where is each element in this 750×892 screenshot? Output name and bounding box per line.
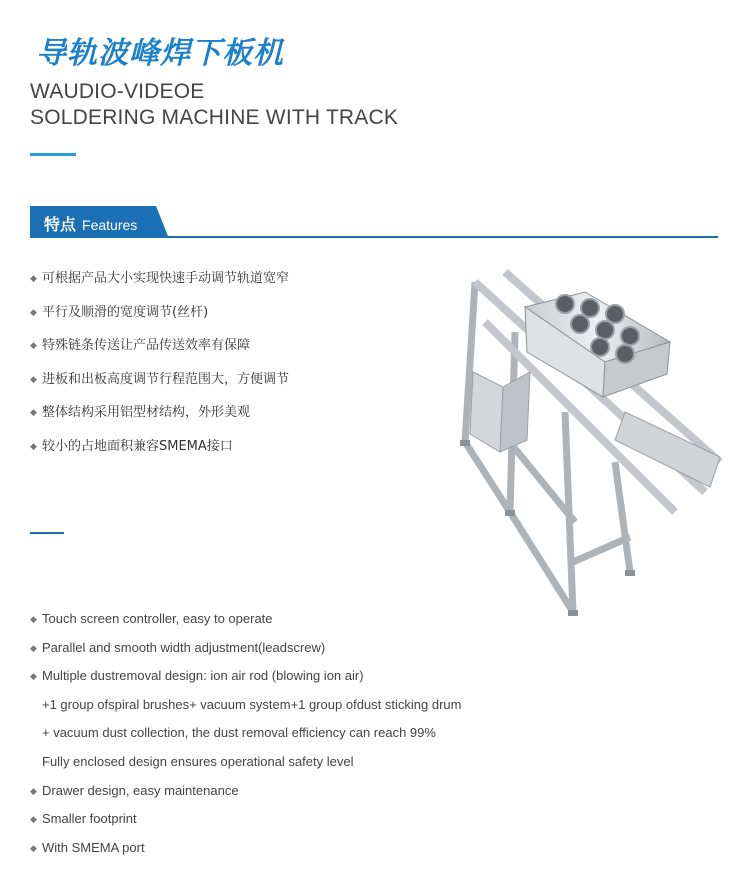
list-item: ◆ With SMEMA port [30,839,145,855]
features-tab-label-cn: 特点 [44,215,77,234]
list-item: ◆ 平行及顺滑的宽度调节(丝杆) [30,304,209,320]
bullet-icon: ◆ [30,408,37,419]
bullet-icon: ◆ [30,814,37,825]
list-item-continuation: +1 group ofspiral brushes+ vacuum system+1 group ofdust sticking drum [42,696,462,712]
output-track [615,412,720,487]
bullet-icon: ◆ [30,341,37,352]
list-item: ◆ 整体结构采用铝型材结构，外形美观 [30,405,251,421]
bullet-icon: ◆ [30,441,37,452]
bullet-icon: ◆ [30,671,37,682]
list-item-continuation: Fully enclosed design ensures operational safety level [42,753,354,769]
control-box [470,372,503,452]
features-tab-label [44,212,137,235]
bullet-icon: ◆ [30,274,37,284]
list-item: ◆ 较小的占地面积兼容SMEMA接口 [30,438,233,454]
bullet-icon: ◆ [30,614,37,624]
title-accent-bar [30,153,76,156]
bullet-icon: ◆ [30,785,37,796]
page-title-en-line1: WAUDIO-VIDEOE [30,80,205,103]
bullet-icon: ◆ [30,842,37,853]
bullet-icon: ◆ [30,374,37,385]
list-item: ◆ Smaller footprint [30,811,137,827]
features-tab-label-en: Features [82,217,138,233]
list-item-continuation: + vacuum dust collection, the dust removal efficiency can reach 99% [42,725,436,741]
features-en-list [30,610,461,867]
bullet-icon: ◆ [30,307,37,318]
features-cn-list [30,270,289,472]
bullet-icon: ◆ [30,642,37,653]
list-item: ◆ 特殊链条传送让产品传送效率有保障 [30,338,251,354]
machine-feet [460,440,635,616]
control-box-side [500,372,530,452]
list-item: ◆ 可根据产品大小实现快速手动调节轨道宽窄 [30,271,290,286]
features-divider [30,236,718,238]
page-title-en-line2: SOLDERING MACHINE WITH TRACK [30,106,399,129]
list-item: ◆ Multiple dustremoval design: ion air rod (blowing ion air) [30,668,364,684]
list-item: ◆ 进板和出板高度调节行程范围大，方便调节 [30,371,290,387]
list-item: ◆ Drawer design, easy maintenance [30,782,239,798]
machine-illustration [455,262,725,622]
features-tab [30,206,170,236]
list-item: ◆ Touch screen controller, easy to operate [30,611,273,626]
page-title-cn: 导轨波峰焊下板机 [36,36,284,71]
list-item: ◆ Parallel and smooth width adjustment(leadscrew) [30,639,326,655]
section-accent-bar [30,532,64,534]
